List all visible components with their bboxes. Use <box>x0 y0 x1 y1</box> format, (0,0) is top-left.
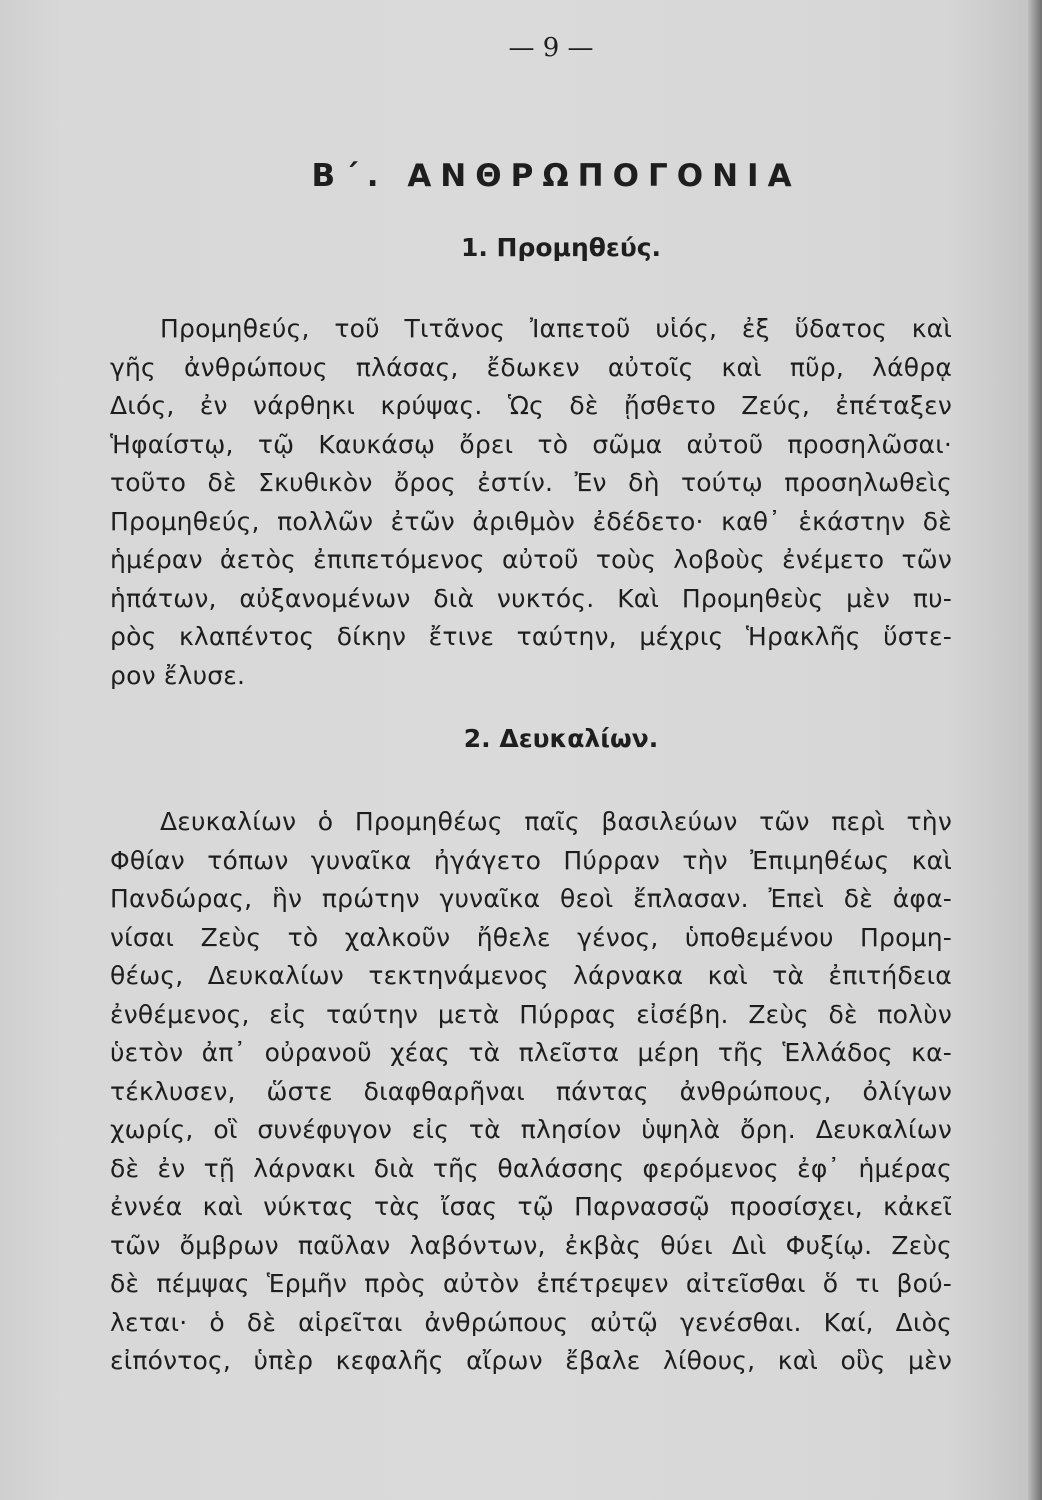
text-line: ἐννέα καὶ νύκτας τὰς ἴσας τῷ Παρνασσῷ προσίσχει, κἀκεῖ <box>110 1192 952 1221</box>
text-line: ρὸς κλαπέντος δίκην ἔτινε ταύτην, μέχρις Ἡρακλῆς ὕστε- <box>110 622 952 651</box>
text-line: Διός, ἐν νάρθηκι κρύψας. Ὡς δὲ ᾔσθετο Ζεύς, ἐπέταξεν <box>110 391 952 420</box>
text-line: Προμηθεύς, τοῦ Τιτᾶνος Ἰαπετοῦ υἱός, ἐξ ὕδατος καὶ <box>160 314 952 343</box>
page-number: — 9 — <box>508 33 594 63</box>
text-line: νίσαι Ζεὺς τὸ χαλκοῦν ἤθελε γένος, ὑποθεμένου Προμη- <box>110 922 952 952</box>
section-title-prometheus: 1. Προμηθεύς. <box>460 233 662 262</box>
text-line: τέκλυσεν, ὥστε διαφθαρῆναι πάντας ἀνθρώπους, ὀλίγων <box>110 1076 952 1106</box>
text-line: γῆς ἀνθρώπους πλάσας, ἔδωκεν αὐτοῖς καὶ πῦρ, λάθρᾳ <box>110 352 952 382</box>
chapter-title: Β΄. ΑΝΘΡΩΠΟΓΟΝΙΑ <box>311 158 801 194</box>
text-line: εἰπόντος, ὑπὲρ κεφαλῆς αἴρων ἔβαλε λίθους, καὶ οὓς μὲν <box>110 1346 952 1375</box>
text-line: θέως, Δευκαλίων τεκτηνάμενος λάρνακα καὶ τὰ ἐπιτήδεια <box>110 961 952 990</box>
text-line: δὲ ἐν τῇ λάρνακι διὰ τῆς θαλάσσης φερόμενος ἐφ᾽ ἡμέρας <box>110 1153 952 1183</box>
text-line: τοῦτο δὲ Σκυθικὸν ὄρος ἐστίν. Ἐν δὴ τούτῳ προσηλωθεὶς <box>110 468 952 497</box>
text-line: Πανδώρας, ἣν πρώτην γυναῖκα θεοὶ ἔπλασαν. Ἐπεὶ δὲ ἀφα- <box>110 884 952 913</box>
text-line: ὑετὸν ἀπ᾽ οὐρανοῦ χέας τὰ πλεῖστα μέρη τῆς Ἑλλάδος κα- <box>110 1038 952 1067</box>
page-edge-shadow <box>1028 0 1042 1500</box>
section-title-deucalion: 2. Δευκαλίων. <box>463 724 659 753</box>
text-line: χωρίς, οἳ συνέφυγον εἰς τὰ πλησίον ὑψηλὰ ὄρη. Δευκαλίων <box>110 1115 952 1144</box>
page-content <box>110 26 952 1381</box>
text-line: λεται· ὁ δὲ αἱρεῖται ἀνθρώπους αὐτῷ γενέσθαι. Καί, Διὸς <box>110 1307 952 1337</box>
text-line: τῶν ὄμβρων παῦλαν λαβόντων, ἐκβὰς θύει Διὶ Φυξίῳ. Ζεὺς <box>110 1230 952 1260</box>
text-line: ρον ἔλυσε. <box>110 660 246 690</box>
paragraph-prometheus <box>110 310 952 695</box>
text-line: ἡπάτων, αὐξανομένων διὰ νυκτός. Καὶ Προμηθεὺς μὲν πυ- <box>110 583 952 613</box>
text-line: ἐνθέμενος, εἰς ταύτην μετὰ Πύρρας εἰσέβη. Ζεὺς δὲ πολὺν <box>110 999 952 1029</box>
text-line: Προμηθεύς, πολλῶν ἐτῶν ἀριθμὸν ἐδέδετο· καθ᾽ ἑκάστην δὲ <box>110 506 952 536</box>
paragraph-deucalion <box>110 803 952 1381</box>
text-line: δὲ πέμψας Ἑρμῆν πρὸς αὐτὸν ἐπέτρεψεν αἰτεῖσθαι ὅ τι βού- <box>110 1269 952 1298</box>
text-line: Φθίαν τόπων γυναῖκα ἠγάγετο Πύρραν τὴν Ἐπιμηθέως καὶ <box>110 845 952 875</box>
text-line: ἡμέραν ἀετὸς ἐπιπετόμενος αὐτοῦ τοὺς λοβοὺς ἐνέμετο τῶν <box>110 545 952 574</box>
text-line: Ἡφαίστῳ, τῷ Καυκάσῳ ὄρει τὸ σῶμα αὐτοῦ προσηλῶσαι· <box>110 429 952 459</box>
text-line: Δευκαλίων ὁ Προμηθέως παῖς βασιλεύων τῶν περὶ τὴν <box>160 807 952 836</box>
